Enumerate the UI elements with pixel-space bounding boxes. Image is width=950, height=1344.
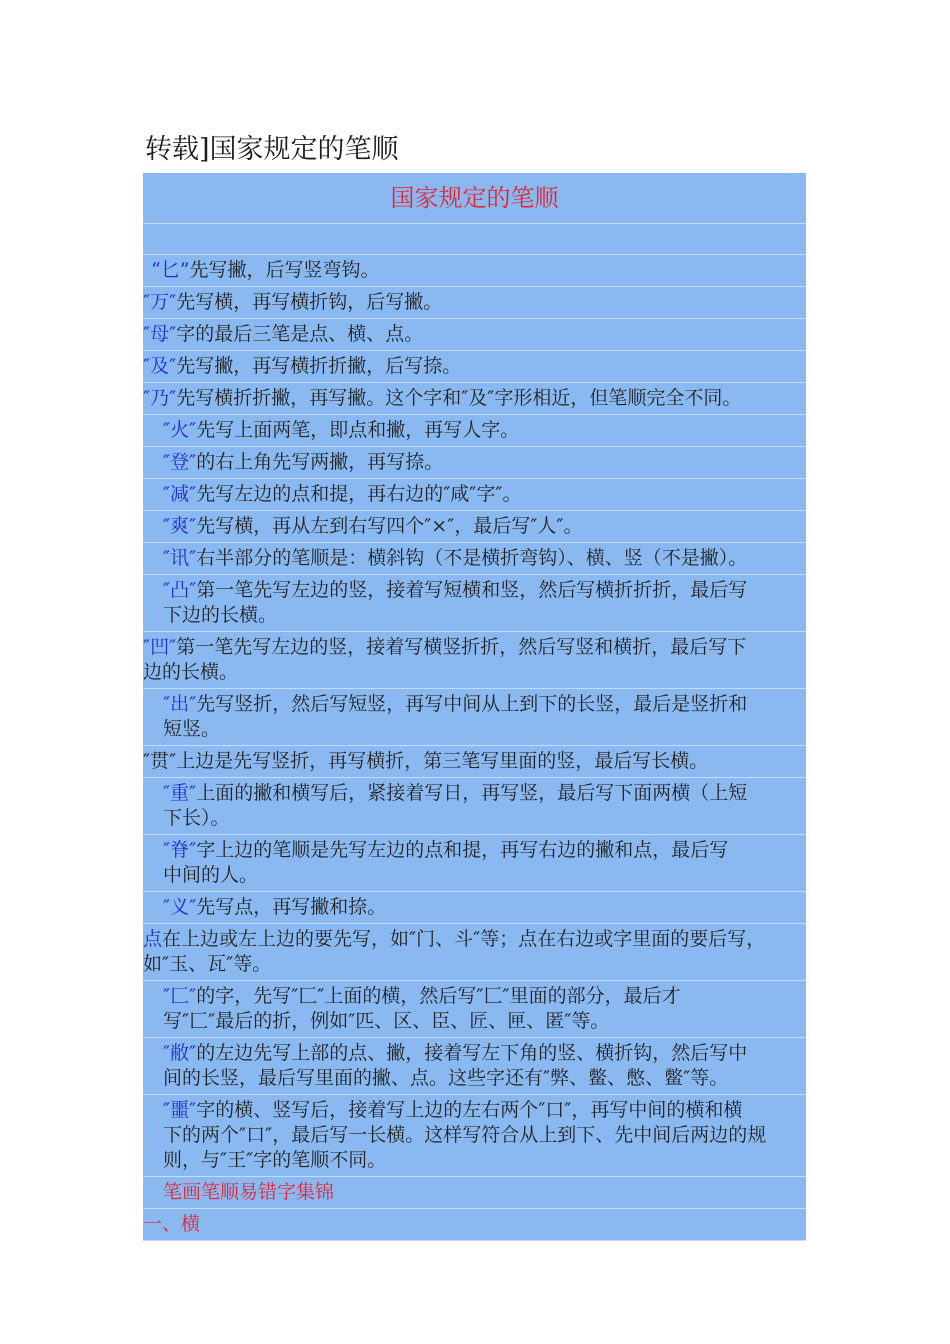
rule-text: 中间的人。 bbox=[163, 864, 259, 886]
rule-line bbox=[163, 692, 806, 717]
page-heading: 转载]国家规定的笔顺 bbox=[145, 134, 399, 165]
rule-row bbox=[143, 415, 806, 447]
rule-character: ″凸″ bbox=[163, 579, 197, 601]
rule-row bbox=[143, 689, 806, 746]
rule-text: 先写左边的点和提，再右边的″咸″字″。 bbox=[196, 483, 522, 505]
rule-line bbox=[151, 258, 806, 283]
rule-character: ″噩″ bbox=[163, 1099, 197, 1121]
rule-text: 先写横折折撇，再写撇。这个字和″及″字形相近，但笔顺完全不同。 bbox=[176, 387, 742, 409]
rule-row bbox=[143, 255, 806, 287]
content-table bbox=[143, 173, 806, 1241]
rule-row bbox=[143, 632, 806, 689]
rule-text: 的字，先写″匚″上面的横，然后写″匚″里面的部分，最后才 bbox=[196, 985, 681, 1007]
rule-line bbox=[163, 1041, 806, 1066]
rule-text: 间的长竖，最后写里面的撇、点。这些字还有″弊、鳖、憋、鳖″等。 bbox=[163, 1067, 729, 1089]
rule-text: 如″玉、瓦″等。 bbox=[143, 953, 272, 975]
rule-character: ″讯″ bbox=[163, 547, 197, 569]
rule-text: 字上边的笔顺是先写左边的点和提，再写右边的撇和点，最后写 bbox=[196, 839, 729, 861]
rule-text: 第一笔先写左边的竖，接着写横竖折折，然后写竖和横折，最后写下 bbox=[176, 636, 747, 658]
rule-line bbox=[163, 514, 806, 539]
rule-line bbox=[163, 578, 806, 603]
rule-line bbox=[143, 322, 806, 347]
rule-character: ″义″ bbox=[163, 896, 197, 918]
rule-line bbox=[143, 660, 806, 685]
rule-text: ″贯″上边是先写竖折，再写横折，第三笔写里面的竖，最后写长横。 bbox=[143, 750, 709, 772]
table-title: 国家规定的笔顺 bbox=[143, 173, 806, 224]
rule-text: 第一笔先写左边的竖，接着写短横和竖，然后写横折折折，最后写 bbox=[196, 579, 748, 601]
rule-row bbox=[143, 892, 806, 924]
rule-text: 先写竖折，然后写短竖，再写中间从上到下的长竖，最后是竖折和 bbox=[196, 693, 748, 715]
rule-text: 下的两个″口″，最后写一长横。这样写符合从上到下、先中间后两边的规 bbox=[163, 1124, 767, 1146]
rule-text: 在上边或左上边的要先写，如″门、斗″等；点在右边或字里面的要后写， bbox=[162, 928, 766, 950]
rule-text: 则，与″王″字的笔顺不同。 bbox=[163, 1149, 387, 1171]
rule-text: 先写横，再写横折钩，后写撇。 bbox=[176, 291, 443, 313]
rule-text: 上面的撇和横写后，紧接着写日，再写竖，最后写下面两横（上短 bbox=[196, 782, 748, 804]
rule-line bbox=[143, 290, 806, 315]
rule-character: ″火″ bbox=[163, 419, 197, 441]
section-heading: 笔画笔顺易错字集锦 bbox=[143, 1177, 806, 1209]
rule-line bbox=[143, 749, 806, 774]
rule-text: 的右上角先写两撇，再写捺。 bbox=[196, 451, 444, 473]
rule-text: 先写点，再写撇和捺。 bbox=[196, 896, 387, 918]
rule-row bbox=[143, 746, 806, 778]
rule-character: ″重″ bbox=[163, 782, 197, 804]
rule-character: ″敝″ bbox=[163, 1042, 197, 1064]
rule-row bbox=[143, 287, 806, 319]
rule-line bbox=[163, 482, 806, 507]
rule-row bbox=[143, 319, 806, 351]
rule-line bbox=[163, 1098, 806, 1123]
rule-text: 先写横，再从左到右写四个″×″，最后写″人″。 bbox=[196, 515, 583, 537]
rule-line bbox=[163, 781, 806, 806]
rule-line bbox=[163, 838, 806, 863]
rule-character: ″及″ bbox=[143, 355, 177, 377]
rule-line bbox=[163, 418, 806, 443]
rule-character: ″乃″ bbox=[143, 387, 177, 409]
rule-character: ″爽″ bbox=[163, 515, 197, 537]
rule-line bbox=[163, 863, 806, 888]
rule-row bbox=[143, 447, 806, 479]
rule-line bbox=[163, 1148, 806, 1173]
rule-character: ″匚″ bbox=[163, 985, 197, 1007]
rule-line bbox=[163, 1123, 806, 1148]
rule-line bbox=[163, 603, 806, 628]
rule-text: 字的最后三笔是点、横、点。 bbox=[176, 323, 424, 345]
rule-text: 下边的长横。 bbox=[163, 604, 278, 626]
rule-row bbox=[143, 351, 806, 383]
rule-row bbox=[143, 543, 806, 575]
rule-row bbox=[143, 835, 806, 892]
rule-text: 短竖。 bbox=[163, 718, 221, 740]
rule-row bbox=[143, 1038, 806, 1095]
rule-character: ″母″ bbox=[143, 323, 177, 345]
rule-character: ″万″ bbox=[143, 291, 177, 313]
rule-row bbox=[143, 778, 806, 835]
rule-text: 边的长横。 bbox=[143, 661, 239, 683]
rule-line bbox=[163, 1009, 806, 1034]
rule-row bbox=[143, 383, 806, 415]
rules-list bbox=[143, 255, 806, 1177]
rule-text: 下长）。 bbox=[163, 807, 230, 829]
rule-text: 写″匚″最后的折，例如″匹、区、臣、匠、匣、匿″等。 bbox=[163, 1010, 610, 1032]
rule-character: ″凹″ bbox=[143, 636, 177, 658]
rule-row bbox=[143, 511, 806, 543]
rule-character: ″减″ bbox=[163, 483, 197, 505]
rule-text: 先写上面两笔，即点和撇，再写人字。 bbox=[196, 419, 520, 441]
rule-row bbox=[143, 1095, 806, 1177]
rule-line bbox=[163, 1066, 806, 1091]
rule-character: “匕” bbox=[151, 259, 190, 281]
rule-text: 先写撇，再写横折折撇，后写捺。 bbox=[176, 355, 462, 377]
rule-line bbox=[163, 717, 806, 742]
rule-line bbox=[163, 546, 806, 571]
rule-row bbox=[143, 924, 806, 981]
rule-line bbox=[143, 354, 806, 379]
rule-line bbox=[143, 635, 806, 660]
rule-text: 右半部分的笔顺是：横斜钩（不是横折弯钩）、横、竖（不是撇）。 bbox=[196, 547, 748, 569]
rule-line bbox=[143, 952, 806, 977]
rule-character: ″出″ bbox=[163, 693, 197, 715]
rule-text: 先写撇，后写竖弯钩。 bbox=[189, 259, 380, 281]
rule-line bbox=[143, 927, 806, 952]
rule-row bbox=[143, 575, 806, 632]
rule-character: ″脊″ bbox=[163, 839, 197, 861]
rule-row bbox=[143, 479, 806, 511]
rule-text: 字的横、竖写后，接着写上边的左右两个″口″，再写中间的横和横 bbox=[196, 1099, 743, 1121]
subsection-heading: 一、横 bbox=[143, 1209, 806, 1241]
rule-character: ″登″ bbox=[163, 451, 197, 473]
rule-text: 的左边先写上部的点、撇，接着写左下角的竖、横折钩，然后写中 bbox=[196, 1042, 748, 1064]
rule-line bbox=[163, 450, 806, 475]
rule-line bbox=[143, 386, 806, 411]
empty-row bbox=[143, 224, 806, 255]
rule-character: 点 bbox=[143, 928, 163, 950]
rule-line bbox=[163, 806, 806, 831]
rule-line bbox=[163, 895, 806, 920]
rule-row bbox=[143, 981, 806, 1038]
rule-line bbox=[163, 984, 806, 1009]
